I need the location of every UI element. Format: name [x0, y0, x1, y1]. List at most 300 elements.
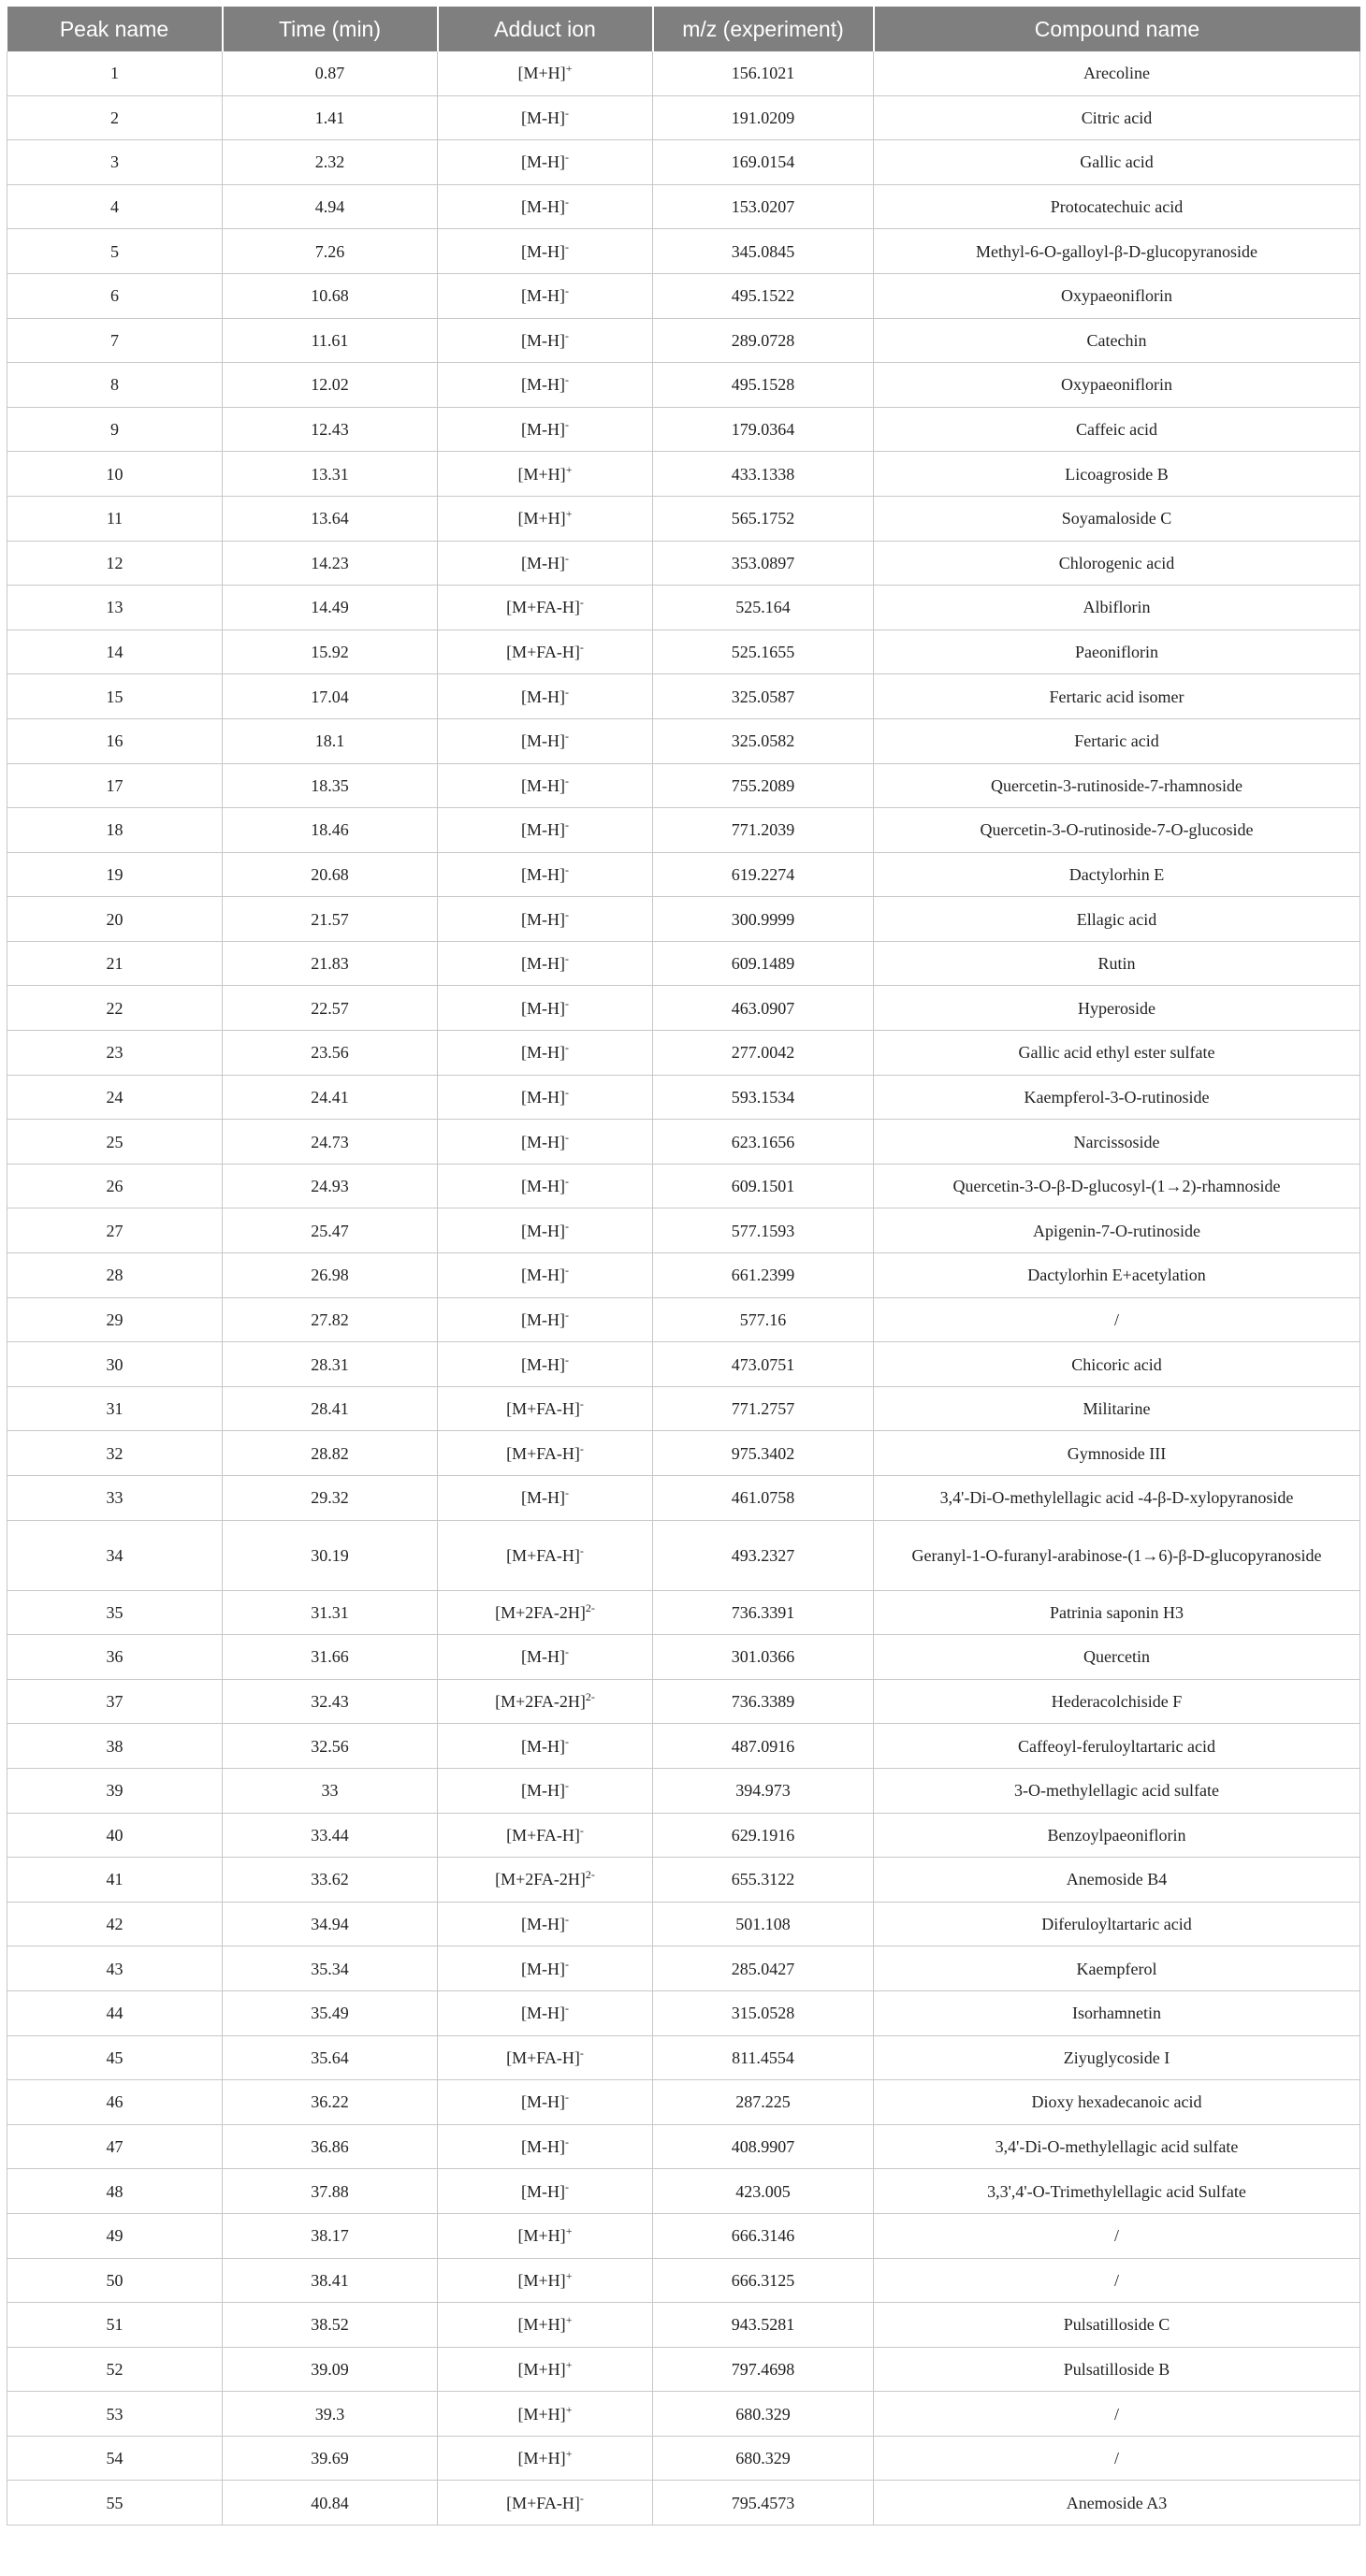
peak-cell: 24 — [7, 1075, 223, 1120]
peak-cell: 39 — [7, 1768, 223, 1813]
table-row — [7, 1813, 1360, 1858]
compound-cell: Dioxy hexadecanoic acid — [874, 2080, 1360, 2125]
adduct-text: [M-H] — [521, 1310, 565, 1329]
charge-superscript: + — [565, 462, 573, 476]
peak-cell: 46 — [7, 2080, 223, 2125]
compound-cell: Kaempferol-3-O-rutinoside — [874, 1075, 1360, 1120]
peak-cell: 9 — [7, 407, 223, 452]
charge-superscript: - — [579, 1397, 584, 1411]
compound-cell: Narcissoside — [874, 1120, 1360, 1165]
mz-cell: 609.1501 — [653, 1164, 874, 1208]
charge-superscript: - — [565, 2135, 569, 2149]
time-cell: 33.44 — [223, 1813, 438, 1858]
mz-cell: 325.0587 — [653, 674, 874, 719]
charge-superscript: - — [565, 2002, 569, 2016]
table-row — [7, 2124, 1360, 2169]
peak-cell: 30 — [7, 1342, 223, 1387]
time-cell: 35.49 — [223, 1990, 438, 2035]
adduct-cell — [438, 674, 653, 719]
table-row — [7, 763, 1360, 808]
mz-cell: 619.2274 — [653, 852, 874, 897]
peak-cell: 10 — [7, 452, 223, 497]
charge-superscript: + — [565, 2313, 573, 2327]
mz-cell: 661.2399 — [653, 1253, 874, 1298]
compound-cell: Protocatechuic acid — [874, 184, 1360, 229]
mz-cell: 179.0364 — [653, 407, 874, 452]
time-cell: 15.92 — [223, 630, 438, 674]
adduct-cell — [438, 51, 653, 95]
charge-superscript: - — [565, 328, 569, 342]
adduct-cell — [438, 1635, 653, 1680]
charge-superscript: - — [565, 1130, 569, 1144]
adduct-text: [M-H] — [521, 420, 565, 440]
time-cell: 31.66 — [223, 1635, 438, 1680]
adduct-cell — [438, 1253, 653, 1298]
peak-cell: 18 — [7, 808, 223, 853]
time-cell: 31.31 — [223, 1590, 438, 1635]
time-cell: 22.57 — [223, 986, 438, 1031]
adduct-cell — [438, 2124, 653, 2169]
time-cell: 18.35 — [223, 763, 438, 808]
charge-superscript: - — [565, 284, 569, 298]
compound-cell: Arecoline — [874, 51, 1360, 95]
time-cell: 38.41 — [223, 2258, 438, 2303]
table-row — [7, 1635, 1360, 1680]
charge-superscript: - — [579, 641, 584, 655]
mz-cell: 736.3391 — [653, 1590, 874, 1635]
compound-cell: / — [874, 2392, 1360, 2437]
peak-cell: 38 — [7, 1724, 223, 1769]
adduct-cell — [438, 1476, 653, 1521]
table-row — [7, 2258, 1360, 2303]
charge-superscript: - — [565, 1486, 569, 1500]
adduct-cell — [438, 986, 653, 1031]
mz-cell: 501.108 — [653, 1902, 874, 1946]
table-row — [7, 1520, 1360, 1590]
adduct-cell — [438, 1297, 653, 1342]
mz-cell: 525.1655 — [653, 630, 874, 674]
adduct-cell — [438, 630, 653, 674]
peak-cell: 13 — [7, 586, 223, 630]
compound-cell: Gymnoside III — [874, 1431, 1360, 1476]
table-row — [7, 1164, 1360, 1208]
adduct-cell — [438, 2347, 653, 2392]
time-cell: 0.87 — [223, 51, 438, 95]
compound-cell: Pulsatilloside B — [874, 2347, 1360, 2392]
peak-cell: 34 — [7, 1520, 223, 1590]
time-cell: 39.09 — [223, 2347, 438, 2392]
compound-cell: Citric acid — [874, 95, 1360, 140]
peak-cell: 42 — [7, 1902, 223, 1946]
table-row — [7, 95, 1360, 140]
compound-cell: Licoagroside B — [874, 452, 1360, 497]
adduct-text: [M-H] — [521, 2004, 565, 2023]
time-cell: 1.41 — [223, 95, 438, 140]
table-row — [7, 2169, 1360, 2214]
peak-cell: 47 — [7, 2124, 223, 2169]
charge-superscript: - — [565, 862, 569, 876]
mz-cell: 623.1656 — [653, 1120, 874, 1165]
mz-cell: 629.1916 — [653, 1813, 874, 1858]
table-row — [7, 2080, 1360, 2125]
charge-superscript: - — [565, 1175, 569, 1189]
table-row — [7, 541, 1360, 586]
table-row — [7, 2392, 1360, 2437]
peak-cell: 19 — [7, 852, 223, 897]
compound-cell: Benzoylpaeoniflorin — [874, 1813, 1360, 1858]
adduct-cell — [438, 808, 653, 853]
time-cell: 36.86 — [223, 2124, 438, 2169]
mz-cell: 495.1522 — [653, 273, 874, 318]
time-cell: 28.31 — [223, 1342, 438, 1387]
adduct-cell — [438, 941, 653, 986]
time-cell: 34.94 — [223, 1902, 438, 1946]
adduct-cell — [438, 273, 653, 318]
charge-superscript: - — [565, 106, 569, 120]
time-cell: 7.26 — [223, 229, 438, 274]
time-cell: 29.32 — [223, 1476, 438, 1521]
adduct-text: [M-H] — [521, 1132, 565, 1151]
mz-cell: 795.4573 — [653, 2481, 874, 2525]
compound-cell: Ziyuglycoside I — [874, 2035, 1360, 2080]
adduct-text: [M-H] — [521, 553, 565, 572]
peak-cell: 45 — [7, 2035, 223, 2080]
adduct-text: [M+H] — [517, 464, 566, 484]
adduct-cell — [438, 1813, 653, 1858]
peak-cell: 15 — [7, 674, 223, 719]
mz-cell: 755.2089 — [653, 763, 874, 808]
time-cell: 10.68 — [223, 273, 438, 318]
peak-cell: 32 — [7, 1431, 223, 1476]
compound-cell: Albiflorin — [874, 586, 1360, 630]
mz-cell: 277.0042 — [653, 1031, 874, 1076]
adduct-cell — [438, 1946, 653, 1991]
adduct-text: [M+FA-H] — [506, 1443, 580, 1463]
time-cell: 13.64 — [223, 496, 438, 541]
charge-superscript: - — [565, 418, 569, 432]
table-row — [7, 1253, 1360, 1298]
mz-cell: 300.9999 — [653, 897, 874, 942]
adduct-cell — [438, 1590, 653, 1635]
mz-cell: 680.329 — [653, 2392, 874, 2437]
time-cell: 24.41 — [223, 1075, 438, 1120]
charge-superscript: - — [565, 818, 569, 832]
adduct-cell — [438, 452, 653, 497]
charge-superscript: - — [565, 2091, 569, 2105]
mz-cell: 771.2757 — [653, 1386, 874, 1431]
adduct-text: [M-H] — [521, 820, 565, 840]
compound-cell: Militarine — [874, 1386, 1360, 1431]
mz-cell: 301.0366 — [653, 1635, 874, 1680]
table-row — [7, 586, 1360, 630]
adduct-cell — [438, 140, 653, 185]
peak-cell: 50 — [7, 2258, 223, 2303]
table-row — [7, 986, 1360, 1031]
charge-superscript: - — [565, 1913, 569, 1927]
adduct-text: [M+FA-H] — [506, 643, 580, 662]
peak-cell: 12 — [7, 541, 223, 586]
peak-cell: 7 — [7, 318, 223, 363]
peak-cell: 28 — [7, 1253, 223, 1298]
adduct-cell — [438, 496, 653, 541]
charge-superscript: - — [565, 1041, 569, 1055]
compound-cell: / — [874, 1297, 1360, 1342]
compound-cell: Rutin — [874, 941, 1360, 986]
charge-superscript: - — [565, 239, 569, 253]
charge-superscript: 2- — [585, 1868, 595, 1882]
adduct-text: [M-H] — [521, 152, 565, 172]
compound-cell: Paeoniflorin — [874, 630, 1360, 674]
compound-cell: Oxypaeoniflorin — [874, 363, 1360, 408]
adduct-text: [M-H] — [521, 1736, 565, 1756]
compound-cell: / — [874, 2213, 1360, 2258]
mz-cell: 493.2327 — [653, 1520, 874, 1590]
charge-superscript: - — [565, 1734, 569, 1748]
time-cell: 38.52 — [223, 2303, 438, 2348]
adduct-cell — [438, 763, 653, 808]
table-row — [7, 407, 1360, 452]
adduct-text: [M+FA-H] — [506, 2493, 580, 2512]
time-cell: 24.93 — [223, 1164, 438, 1208]
table-row — [7, 1679, 1360, 1724]
compound-table — [7, 7, 1360, 2525]
compound-cell: Quercetin-3-O-β-D-glucosyl-(1→2)-rhamnoside — [874, 1164, 1360, 1208]
charge-superscript: - — [565, 151, 569, 165]
adduct-text: [M-H] — [521, 1959, 565, 1978]
table-row — [7, 1075, 1360, 1120]
compound-cell: Quercetin-3-O-rutinoside-7-O-glucoside — [874, 808, 1360, 853]
compound-cell: Anemoside A3 — [874, 2481, 1360, 2525]
adduct-cell — [438, 1208, 653, 1253]
mz-cell: 811.4554 — [653, 2035, 874, 2080]
adduct-text: [M-H] — [521, 775, 565, 795]
mz-cell: 666.3125 — [653, 2258, 874, 2303]
adduct-cell — [438, 718, 653, 763]
adduct-text: [M-H] — [521, 687, 565, 706]
table-body — [7, 51, 1360, 2525]
charge-superscript: - — [565, 952, 569, 966]
time-cell: 37.88 — [223, 2169, 438, 2214]
table-row — [7, 1990, 1360, 2035]
adduct-cell — [438, 1431, 653, 1476]
adduct-cell — [438, 2436, 653, 2481]
time-cell: 12.43 — [223, 407, 438, 452]
peak-cell: 1 — [7, 51, 223, 95]
header-compound-name: Compound name — [874, 7, 1360, 51]
charge-superscript: 2- — [585, 1690, 595, 1704]
compound-cell: 3-O-methylellagic acid sulfate — [874, 1768, 1360, 1813]
time-cell: 11.61 — [223, 318, 438, 363]
time-cell: 35.34 — [223, 1946, 438, 1991]
peak-cell: 17 — [7, 763, 223, 808]
adduct-text: [M+H] — [517, 2315, 566, 2335]
mz-cell: 577.16 — [653, 1297, 874, 1342]
compound-cell: Kaempferol — [874, 1946, 1360, 1991]
header-peak-name: Peak name — [7, 7, 223, 51]
table-row — [7, 941, 1360, 986]
time-cell: 36.22 — [223, 2080, 438, 2125]
table-row — [7, 1590, 1360, 1635]
compound-cell: / — [874, 2436, 1360, 2481]
time-cell: 4.94 — [223, 184, 438, 229]
time-cell: 2.32 — [223, 140, 438, 185]
adduct-text: [M+H] — [517, 64, 566, 83]
mz-cell: 287.225 — [653, 2080, 874, 2125]
adduct-text: [M-H] — [521, 330, 565, 350]
adduct-cell — [438, 2258, 653, 2303]
mz-cell: 609.1489 — [653, 941, 874, 986]
peak-cell: 23 — [7, 1031, 223, 1076]
compound-cell: Gallic acid ethyl ester sulfate — [874, 1031, 1360, 1076]
table-row — [7, 51, 1360, 95]
adduct-text: [M-H] — [521, 1177, 565, 1196]
time-cell: 30.19 — [223, 1520, 438, 1590]
mz-cell: 593.1534 — [653, 1075, 874, 1120]
adduct-text: [M-H] — [521, 954, 565, 974]
table-row — [7, 897, 1360, 942]
time-cell: 21.57 — [223, 897, 438, 942]
adduct-cell — [438, 2035, 653, 2080]
peak-cell: 26 — [7, 1164, 223, 1208]
compound-cell: Quercetin-3-rutinoside-7-rhamnoside — [874, 763, 1360, 808]
compound-cell: Fertaric acid isomer — [874, 674, 1360, 719]
adduct-text: [M+H] — [517, 2270, 566, 2290]
time-cell: 27.82 — [223, 1297, 438, 1342]
compound-cell: Pulsatilloside C — [874, 2303, 1360, 2348]
mz-cell: 525.164 — [653, 586, 874, 630]
mz-cell: 345.0845 — [653, 229, 874, 274]
mz-cell: 169.0154 — [653, 140, 874, 185]
table-row — [7, 2035, 1360, 2080]
peak-cell: 21 — [7, 941, 223, 986]
table-row — [7, 718, 1360, 763]
adduct-cell — [438, 318, 653, 363]
mz-cell: 736.3389 — [653, 1679, 874, 1724]
compound-table-container — [7, 7, 1359, 2525]
adduct-text: [M-H] — [521, 2092, 565, 2112]
peak-cell: 29 — [7, 1297, 223, 1342]
adduct-text: [M-H] — [521, 286, 565, 306]
adduct-text: [M+H] — [517, 2359, 566, 2379]
compound-cell: Patrinia saponin H3 — [874, 1590, 1360, 1635]
charge-superscript: - — [565, 1264, 569, 1278]
time-cell: 28.41 — [223, 1386, 438, 1431]
mz-cell: 289.0728 — [653, 318, 874, 363]
header-mz-experiment: m/z (experiment) — [653, 7, 874, 51]
adduct-text: [M-H] — [521, 909, 565, 929]
peak-cell: 16 — [7, 718, 223, 763]
compound-cell: Caffeic acid — [874, 407, 1360, 452]
mz-cell: 461.0758 — [653, 1476, 874, 1521]
adduct-cell — [438, 586, 653, 630]
adduct-text: [M-H] — [521, 1043, 565, 1063]
adduct-cell — [438, 1164, 653, 1208]
compound-cell: Hederacolchiside F — [874, 1679, 1360, 1724]
charge-superscript: - — [579, 1543, 584, 1557]
mz-cell: 975.3402 — [653, 1431, 874, 1476]
table-row — [7, 674, 1360, 719]
table-row — [7, 1431, 1360, 1476]
compound-cell: 3,4'-Di-O-methylellagic acid -4-β-D-xylopyranoside — [874, 1476, 1360, 1521]
adduct-cell — [438, 407, 653, 452]
peak-cell: 14 — [7, 630, 223, 674]
time-cell: 40.84 — [223, 2481, 438, 2525]
peak-cell: 48 — [7, 2169, 223, 2214]
table-row — [7, 852, 1360, 897]
peak-cell: 8 — [7, 363, 223, 408]
charge-superscript: - — [565, 1645, 569, 1659]
compound-cell: Gallic acid — [874, 140, 1360, 185]
mz-cell: 487.0916 — [653, 1724, 874, 1769]
peak-cell: 37 — [7, 1679, 223, 1724]
charge-superscript: - — [565, 551, 569, 565]
table-row — [7, 496, 1360, 541]
adduct-text: [M+FA-H] — [506, 1825, 580, 1845]
compound-cell: Ellagic acid — [874, 897, 1360, 942]
adduct-cell — [438, 2080, 653, 2125]
time-cell: 12.02 — [223, 363, 438, 408]
time-cell: 39.69 — [223, 2436, 438, 2481]
compound-cell: Dactylorhin E — [874, 852, 1360, 897]
adduct-text: [M-H] — [521, 1915, 565, 1934]
adduct-cell — [438, 2213, 653, 2258]
header-row — [7, 7, 1360, 51]
time-cell: 32.43 — [223, 1679, 438, 1724]
adduct-text: [M-H] — [521, 731, 565, 751]
adduct-cell — [438, 2481, 653, 2525]
charge-superscript: - — [565, 685, 569, 699]
compound-cell: Catechin — [874, 318, 1360, 363]
compound-cell: Soyamaloside C — [874, 496, 1360, 541]
table-row — [7, 630, 1360, 674]
table-row — [7, 1342, 1360, 1387]
adduct-text: [M+2FA-2H] — [495, 1870, 586, 1889]
adduct-cell — [438, 852, 653, 897]
mz-cell: 680.329 — [653, 2436, 874, 2481]
compound-cell: 3,3',4'-O-Trimethylellagic acid Sulfate — [874, 2169, 1360, 2214]
time-cell: 32.56 — [223, 1724, 438, 1769]
charge-superscript: - — [565, 1085, 569, 1099]
mz-cell: 771.2039 — [653, 808, 874, 853]
peak-cell: 36 — [7, 1635, 223, 1680]
adduct-cell — [438, 2303, 653, 2348]
table-row — [7, 2436, 1360, 2481]
charge-superscript: - — [565, 1219, 569, 1233]
charge-superscript: - — [565, 730, 569, 744]
mz-cell: 797.4698 — [653, 2347, 874, 2392]
compound-cell: Geranyl-1-O-furanyl-arabinose-(1→6)-β-D-glucopyranoside — [874, 1520, 1360, 1590]
peak-cell: 40 — [7, 1813, 223, 1858]
adduct-cell — [438, 1768, 653, 1813]
adduct-text: [M+2FA-2H] — [495, 1602, 586, 1622]
header-adduct-ion: Adduct ion — [438, 7, 653, 51]
mz-cell: 156.1021 — [653, 51, 874, 95]
peak-cell: 20 — [7, 897, 223, 942]
mz-cell: 473.0751 — [653, 1342, 874, 1387]
adduct-cell — [438, 1031, 653, 1076]
compound-cell: Caffeoyl-feruloyltartaric acid — [874, 1724, 1360, 1769]
adduct-cell — [438, 1075, 653, 1120]
mz-cell: 408.9907 — [653, 2124, 874, 2169]
charge-superscript: + — [565, 2224, 573, 2238]
time-cell: 20.68 — [223, 852, 438, 897]
adduct-cell — [438, 1120, 653, 1165]
adduct-cell — [438, 541, 653, 586]
peak-cell: 52 — [7, 2347, 223, 2392]
peak-cell: 25 — [7, 1120, 223, 1165]
table-row — [7, 1768, 1360, 1813]
charge-superscript: - — [565, 195, 569, 210]
